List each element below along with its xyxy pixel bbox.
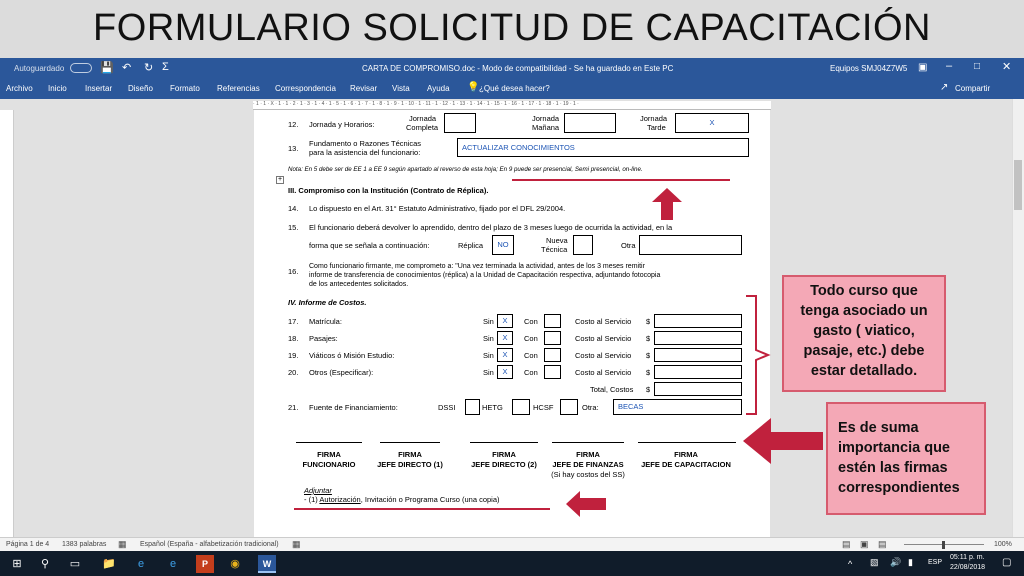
clock-time[interactable]: 05:11 p. m. [950,554,985,561]
edge-icon[interactable]: e [137,558,145,570]
jornada-manana-label: Jornada [532,114,560,123]
tab-referencias[interactable]: Referencias [217,84,260,93]
arrow-left-icon [743,418,823,464]
item-16-text-3: de los antecedentes solicitados. [309,281,409,288]
adjuntar-prefix: - (1) [304,495,320,504]
slide-title: FORMULARIO SOLICITUD DE CAPACITACIÓN [0,0,1024,58]
chrome-icon[interactable]: ◉ [230,558,240,570]
currency-label: $ [646,351,651,360]
volume-icon[interactable]: 🔊 [890,557,902,567]
signature-line [552,442,624,443]
share-button[interactable]: Compartir [955,84,991,93]
zoom-level[interactable]: 100% [994,541,1012,548]
cost-label: Matrícula: [309,317,342,326]
save-icon[interactable]: 💾 [100,62,114,74]
read-mode-icon[interactable]: ▤ [842,539,851,549]
web-layout-icon[interactable]: ▤ [878,539,887,549]
item-number: 17. [288,317,299,326]
con-box[interactable] [544,314,561,328]
scrollbar-thumb[interactable] [1014,160,1022,210]
signature-line [470,442,538,443]
arrow-left-small-icon [566,491,606,517]
financiamiento-otra-field[interactable]: BECAS [613,399,742,415]
tab-revisar[interactable]: Revisar [350,84,378,93]
file-explorer-icon[interactable]: 📁 [102,558,116,570]
otra-financiamiento-label: Otra: [582,403,599,412]
jornada-tarde-box[interactable]: X [675,113,749,133]
tell-me-search[interactable]: ¿Qué desea hacer? [479,84,550,93]
macro-icon[interactable]: ▦ [292,539,301,549]
jornada-completa-label-2: Completa [406,123,439,132]
financiamiento-label: Fuente de Financiamiento: [309,403,398,412]
firma-block [460,450,548,470]
item-16-text-2: informe de transferencia de conocimientos (réplica) a la Unidad de Capacitación respectiva, adjuntando fotocopia [309,272,661,279]
nota-underline [512,179,730,181]
clock-date[interactable]: 22/08/2018 [950,564,986,571]
minimize-icon[interactable]: – [946,60,953,72]
firma-block [290,450,368,470]
proofing-icon[interactable]: ▦ [118,539,127,549]
signature-line [380,442,440,443]
sin-label: Sin [483,368,494,377]
horizontal-ruler[interactable]: · 1 · 1 · X · 1 · 1 · 2 · 1 · 3 · 1 · 4 · 1 · 5 · 1 · 6 · 1 · 7 · 1 · 8 · 1 · 9 · 1 · 10 · 1 · 11 · 1 · 12 · 1 · 13 · 1 · 14 · 1 · 15 · 1 · 16 · 1 · 17 · 1 · 18 · 1 · 19 · 1 · [253,101,771,110]
arrow-up-icon [652,188,682,220]
jornada-label: Jornada y Horarios: [309,120,375,129]
jornada-tarde-label: Jornada [640,114,668,123]
section-compromiso-heading: III. Compromiso con la Institución (Contrato de Réplica). [288,186,489,195]
print-layout-icon[interactable]: ▣ [860,539,869,549]
autosave-toggle[interactable] [70,63,92,73]
jornada-completa-box[interactable] [444,113,476,133]
tab-archivo[interactable]: Archivo [6,84,33,93]
item-number: 15. [288,223,299,232]
nueva-tecnica-label-2: Técnica [541,245,568,254]
lightbulb-icon: 💡 [467,82,480,93]
signature-line [296,442,362,443]
firma-role: FUNCIONARIO [302,460,356,469]
expand-icon[interactable]: + [277,176,283,183]
jornada-tarde-label-2: Tarde [647,123,666,132]
sin-box[interactable]: X [497,331,513,345]
firma-block [630,450,742,470]
hcsf-label: HCSF [533,403,554,412]
network-icon[interactable]: ▧ [870,557,879,567]
adjuntar-item [304,495,500,504]
item-number: 12. [288,120,299,129]
firma-label: FIRMA [674,450,698,459]
ie-icon[interactable]: e [169,558,177,570]
con-label: Con [524,317,538,326]
con-label: Con [524,334,538,343]
language-status[interactable]: Español (España - alfabetización tradicional) [140,541,279,548]
maximize-icon[interactable]: □ [974,61,981,72]
tab-inicio[interactable]: Inicio [48,84,67,93]
sum-icon[interactable]: Σ [162,61,169,73]
costo-label: Costo al Servicio [575,334,632,343]
item-15-text-2: forma que se señala a continuación: [309,241,430,250]
firma-role: JEFE DE FINANZAS [552,460,624,469]
powerpoint-icon[interactable]: P [196,555,214,573]
currency-label: $ [646,317,651,326]
word-count[interactable]: 1383 palabras [62,541,107,548]
replica-box[interactable]: NO [492,235,514,255]
jornada-completa-label: Jornada [409,114,437,123]
nueva-tecnica-label: Nueva [546,236,568,245]
computer-name: Equipos SMJ04Z7W5 [830,64,908,73]
firmas-callout: Es de suma importancia que estén las firmas correspondientes [826,402,986,515]
ribbon-tabs [0,79,1024,99]
cost-label: Viáticos ó Misión Estudio: [309,351,395,360]
costs-callout: Todo curso que tenga asociado un gasto ( viatico, pasaje, etc.) debe estar detallado. [782,275,946,392]
costo-field[interactable] [654,314,742,328]
tab-ayuda[interactable]: Ayuda [427,84,450,93]
costo-field[interactable] [654,365,742,379]
firma-role: JEFE DIRECTO (1) [377,460,443,469]
adjuntar-label: Adjuntar [304,486,332,495]
otra-label: Otra [621,241,636,250]
item-number: 21. [288,403,299,412]
battery-icon[interactable]: ▮ [908,557,913,567]
adjuntar-rest: , Invitación o Programa Curso (una copia) [360,495,500,504]
firma-label: FIRMA [576,450,600,459]
con-label: Con [524,368,538,377]
section-costos-heading: IV. Informe de Costos. [288,298,367,307]
document-title: CARTA DE COMPROMISO.doc - Modo de compatibilidad - Se ha guardado en Este PC [362,64,674,73]
tab-diseno[interactable]: Diseño [128,84,153,93]
costo-label: Costo al Servicio [575,368,632,377]
taskbar [0,551,1024,576]
firma-role: JEFE DE CAPACITACION [641,460,731,469]
total-field[interactable] [654,382,742,396]
sin-label: Sin [483,317,494,326]
firma-label: FIRMA [492,450,516,459]
adjuntar-underline [294,508,550,510]
sin-box[interactable]: X [497,348,513,362]
hetg-label: HETG [482,403,503,412]
notifications-icon[interactable]: ▢ [1002,557,1012,568]
redo-icon[interactable]: ↻ [144,62,154,74]
tray-chevron-icon[interactable]: ^ [848,559,853,569]
firma-label: FIRMA [317,450,341,459]
jornada-manana-label-2: Mañana [532,123,560,132]
vertical-ruler[interactable] [0,110,14,537]
fundamento-label: Fundamento o Razones Técnicas [309,139,422,148]
task-view-icon[interactable]: ▭ [69,558,81,570]
firma-label: FIRMA [398,450,422,459]
currency-label: $ [646,368,651,377]
signature-line [638,442,736,443]
costo-label: Costo al Servicio [575,351,632,360]
replica-label: Réplica [458,241,484,250]
costo-label: Costo al Servicio [575,317,632,326]
firma-block [366,450,454,470]
con-box[interactable] [544,348,561,362]
status-bar [0,537,1024,551]
document-page[interactable] [254,110,770,537]
dssi-label: DSSI [438,403,456,412]
nueva-tecnica-box[interactable] [573,235,593,255]
item-15-text: El funcionario deberá devolver lo aprendido, dentro del plazo de 3 meses luego de ocurrida la actividad, en la [309,223,673,232]
firma-note: (Si hay costos del SS) [551,470,625,479]
tab-correspondencia[interactable]: Correspondencia [275,84,336,93]
input-language[interactable]: ESP [928,559,943,566]
autosave-label: Autoguardado [14,64,65,73]
tab-formato[interactable]: Formato [170,84,200,93]
tab-vista[interactable]: Vista [392,84,410,93]
dssi-box[interactable] [465,399,480,415]
bracket-icon [744,294,772,416]
con-box[interactable] [544,331,561,345]
windows-start-icon[interactable]: ⊞ [12,558,22,570]
close-icon[interactable]: ✕ [1002,61,1012,73]
costo-field[interactable] [654,348,742,362]
costo-field[interactable] [654,331,742,345]
item-number: 20. [288,368,299,377]
page-count[interactable]: Página 1 de 4 [6,541,50,548]
item-number: 19. [288,351,299,360]
fundamento-label-2: para la asistencia del funcionario: [309,148,421,157]
search-icon[interactable]: ⚲ [40,558,50,570]
item-number: 16. [288,267,299,276]
cost-label: Pasajes: [309,334,338,343]
total-label: Total, Costos [590,385,634,394]
sin-box[interactable]: X [497,365,513,379]
ribbon-display-icon[interactable]: ▣ [918,62,928,73]
con-box[interactable] [544,365,561,379]
item-number: 13. [288,144,299,153]
firma-block [544,450,632,480]
item-number: 18. [288,334,299,343]
hetg-box[interactable] [512,399,530,415]
word-title-bar [0,58,1024,79]
tab-insertar[interactable]: Insertar [85,84,113,93]
sin-label: Sin [483,334,494,343]
currency-label: $ [646,334,651,343]
zoom-slider-thumb[interactable] [942,541,945,549]
adjuntar-link: Autorización [319,495,361,504]
sin-box[interactable]: X [497,314,513,328]
undo-icon[interactable]: ↶ [122,62,132,74]
con-label: Con [524,351,538,360]
nota-text: Nota: En 5 debe ser de EE 1 a EE 9 según apartado al reverso de esta hoja; En 9 puede ser presencial, Semi presencial, on-line. [288,166,643,173]
total-currency: $ [646,385,651,394]
word-icon[interactable]: W [258,555,276,573]
otra-box[interactable] [639,235,742,255]
fundamento-field[interactable]: ACTUALIZAR CONOCIMIENTOS [457,138,749,157]
share-icon[interactable]: ↗ [940,82,949,93]
item-16-text: Como funcionario firmante, me comprometo a: "Una vez terminada la actividad, antes de los 3 meses remitir [309,263,645,270]
firma-role: JEFE DIRECTO (2) [471,460,537,469]
jornada-manana-box[interactable] [564,113,616,133]
item-14-text: Lo dispuesto en el Art. 31° Estatuto Administrativo, fijado por el DFL 29/2004. [309,204,566,213]
sin-label: Sin [483,351,494,360]
cost-label: Otros (Especificar): [309,368,374,377]
hcsf-box[interactable] [560,399,578,415]
item-number: 14. [288,204,299,213]
